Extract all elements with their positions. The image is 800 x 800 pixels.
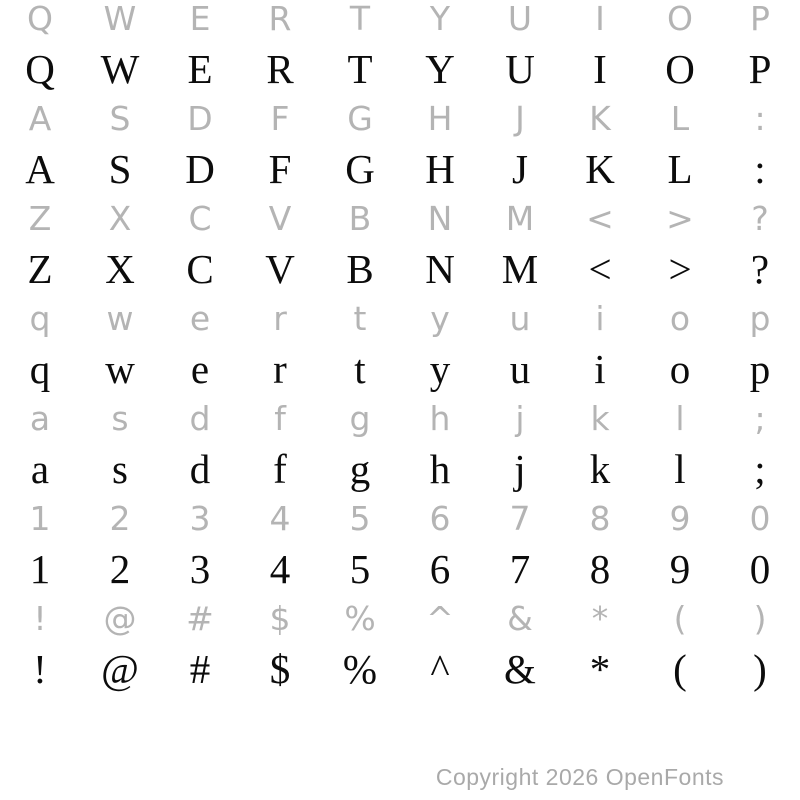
- glyph-cell: 2: [109, 499, 131, 538]
- glyph-cell: ^: [426, 599, 454, 638]
- glyph-cell: M: [505, 199, 535, 238]
- glyph-cell: :: [754, 146, 766, 192]
- glyph-cell: d: [189, 399, 211, 438]
- glyph-cell: K: [589, 99, 611, 138]
- glyph-cell: B: [346, 246, 374, 292]
- glyph-cell: P: [750, 0, 770, 38]
- glyph-cell: Z: [28, 199, 52, 238]
- glyph-cell: %: [342, 646, 378, 692]
- glyph-cell: I: [593, 46, 607, 92]
- glyph-cell: 6: [429, 546, 451, 592]
- glyph-cell: %: [344, 599, 376, 638]
- glyph-cell: l: [675, 399, 685, 438]
- glyph-cell: k: [590, 399, 610, 438]
- specimen-row-uppercase-3-black: [0, 244, 800, 294]
- specimen-row-digits-gray: [0, 494, 800, 544]
- glyph-cell: @: [101, 646, 139, 692]
- glyph-cell: (: [673, 599, 687, 638]
- glyph-cell: U: [507, 0, 533, 38]
- glyph-cell: J: [515, 99, 525, 138]
- glyph-cell: #: [186, 599, 214, 638]
- glyph-cell: L: [670, 99, 690, 138]
- glyph-cell: X: [105, 246, 135, 292]
- glyph-cell: j: [514, 446, 526, 492]
- specimen-row-uppercase-2-black: [0, 144, 800, 194]
- glyph-cell: e: [189, 299, 211, 338]
- glyph-cell: j: [515, 399, 525, 438]
- specimen-row-uppercase-2-gray: [0, 94, 800, 144]
- glyph-cell: S: [109, 99, 131, 138]
- glyph-cell: t: [354, 346, 366, 392]
- specimen-row-digits-black: [0, 544, 800, 594]
- glyph-cell: B: [348, 199, 372, 238]
- glyph-cell: 7: [509, 546, 531, 592]
- specimen-row-symbols-black: [0, 644, 800, 694]
- glyph-cell: f: [274, 399, 286, 438]
- glyph-cell: I: [595, 0, 605, 38]
- glyph-cell: g: [349, 399, 371, 438]
- glyph-cell: ;: [754, 399, 766, 438]
- glyph-cell: 0: [749, 499, 771, 538]
- glyph-cell: 8: [589, 546, 611, 592]
- glyph-cell: 4: [269, 499, 291, 538]
- glyph-cell: Z: [27, 246, 53, 292]
- glyph-cell: O: [665, 46, 695, 92]
- glyph-cell: :: [754, 99, 766, 138]
- glyph-cell: q: [29, 346, 51, 392]
- glyph-cell: G: [345, 146, 375, 192]
- glyph-cell: 4: [269, 546, 291, 592]
- glyph-cell: N: [427, 199, 453, 238]
- glyph-cell: C: [186, 246, 214, 292]
- glyph-cell: G: [347, 99, 373, 138]
- specimen-row-uppercase-3-gray: [0, 194, 800, 244]
- glyph-cell: D: [185, 146, 215, 192]
- specimen-row-lowercase-1-gray: [0, 294, 800, 344]
- glyph-cell: ): [753, 599, 767, 638]
- specimen-row-uppercase-1-black: [0, 44, 800, 94]
- glyph-cell: 9: [669, 499, 691, 538]
- glyph-cell: !: [33, 599, 47, 638]
- glyph-cell: >: [668, 246, 692, 292]
- glyph-cell: A: [25, 146, 55, 192]
- glyph-cell: h: [429, 399, 451, 438]
- glyph-cell: h: [429, 446, 451, 492]
- glyph-cell: k: [589, 446, 611, 492]
- glyph-cell: t: [353, 299, 367, 338]
- glyph-cell: S: [108, 146, 132, 192]
- glyph-cell: K: [585, 146, 615, 192]
- glyph-cell: Y: [425, 46, 455, 92]
- glyph-cell: *: [589, 646, 611, 692]
- glyph-cell: o: [669, 346, 691, 392]
- glyph-cell: &: [504, 646, 536, 692]
- glyph-cell: $: [269, 646, 291, 692]
- glyph-cell: s: [112, 446, 128, 492]
- glyph-cell: 9: [669, 546, 691, 592]
- glyph-cell: u: [509, 299, 531, 338]
- glyph-cell: X: [108, 199, 132, 238]
- glyph-cell: ^: [430, 646, 450, 692]
- glyph-cell: p: [749, 299, 771, 338]
- glyph-cell: W: [100, 46, 140, 92]
- glyph-cell: r: [273, 299, 287, 338]
- glyph-cell: ?: [750, 246, 770, 292]
- glyph-cell: *: [591, 599, 609, 638]
- glyph-cell: ): [753, 646, 767, 692]
- glyph-cell: F: [270, 99, 290, 138]
- glyph-cell: r: [273, 346, 287, 392]
- glyph-cell: Q: [27, 0, 53, 38]
- glyph-cell: Q: [25, 46, 55, 92]
- glyph-cell: i: [594, 346, 606, 392]
- glyph-cell: D: [187, 99, 213, 138]
- glyph-cell: R: [266, 46, 294, 92]
- glyph-cell: 1: [29, 546, 51, 592]
- glyph-cell: W: [103, 0, 137, 38]
- glyph-cell: y: [429, 346, 451, 392]
- glyph-cell: U: [505, 46, 535, 92]
- specimen-row-lowercase-1-black: [0, 344, 800, 394]
- glyph-cell: H: [425, 146, 455, 192]
- glyph-cell: 6: [429, 499, 451, 538]
- glyph-cell: F: [268, 146, 292, 192]
- glyph-cell: w: [105, 346, 135, 392]
- glyph-cell: >: [666, 199, 694, 238]
- glyph-cell: &: [507, 599, 533, 638]
- glyph-cell: O: [667, 0, 693, 38]
- glyph-cell: ?: [751, 199, 769, 238]
- glyph-cell: o: [669, 299, 691, 338]
- glyph-cell: i: [595, 299, 605, 338]
- glyph-cell: E: [187, 46, 213, 92]
- glyph-cell: N: [425, 246, 455, 292]
- glyph-cell: (: [673, 646, 687, 692]
- glyph-cell: 8: [589, 499, 611, 538]
- glyph-cell: J: [512, 146, 528, 192]
- glyph-cell: T: [349, 0, 371, 38]
- glyph-cell: <: [588, 246, 612, 292]
- glyph-cell: q: [29, 299, 51, 338]
- specimen-row-lowercase-2-gray: [0, 394, 800, 444]
- glyph-cell: Y: [429, 0, 451, 38]
- glyph-cell: u: [509, 346, 531, 392]
- glyph-cell: V: [265, 246, 295, 292]
- glyph-cell: T: [347, 46, 373, 92]
- glyph-cell: y: [430, 299, 450, 338]
- specimen-row-uppercase-1-gray: [0, 0, 800, 44]
- glyph-cell: C: [188, 199, 212, 238]
- glyph-cell: 3: [189, 499, 211, 538]
- glyph-cell: A: [28, 99, 52, 138]
- glyph-cell: s: [111, 399, 129, 438]
- specimen-row-symbols-gray: [0, 594, 800, 644]
- glyph-cell: L: [667, 146, 693, 192]
- glyph-cell: e: [190, 346, 210, 392]
- glyph-cell: w: [106, 299, 134, 338]
- glyph-cell: P: [748, 46, 772, 92]
- glyph-cell: 2: [109, 546, 131, 592]
- glyph-cell: l: [674, 446, 686, 492]
- glyph-cell: 3: [189, 546, 211, 592]
- glyph-cell: 5: [349, 499, 371, 538]
- glyph-cell: M: [501, 246, 539, 292]
- glyph-cell: @: [103, 599, 137, 638]
- glyph-cell: ;: [754, 446, 766, 492]
- specimen-row-lowercase-2-black: [0, 444, 800, 494]
- glyph-cell: p: [749, 346, 771, 392]
- glyph-cell: d: [189, 446, 211, 492]
- copyright-text: Copyright 2026 OpenFonts: [435, 764, 724, 790]
- glyph-cell: f: [273, 446, 287, 492]
- glyph-cell: 0: [749, 546, 771, 592]
- glyph-cell: #: [189, 646, 211, 692]
- glyph-cell: 5: [349, 546, 371, 592]
- glyph-cell: V: [268, 199, 292, 238]
- glyph-cell: a: [30, 446, 50, 492]
- glyph-cell: E: [189, 0, 211, 38]
- glyph-cell: a: [29, 399, 51, 438]
- glyph-cell: 1: [29, 499, 51, 538]
- glyph-cell: H: [427, 99, 453, 138]
- glyph-cell: g: [349, 446, 371, 492]
- glyph-cell: !: [33, 646, 47, 692]
- glyph-cell: 7: [509, 499, 531, 538]
- glyph-cell: $: [269, 599, 291, 638]
- glyph-cell: R: [268, 0, 292, 38]
- glyph-cell: <: [586, 199, 614, 238]
